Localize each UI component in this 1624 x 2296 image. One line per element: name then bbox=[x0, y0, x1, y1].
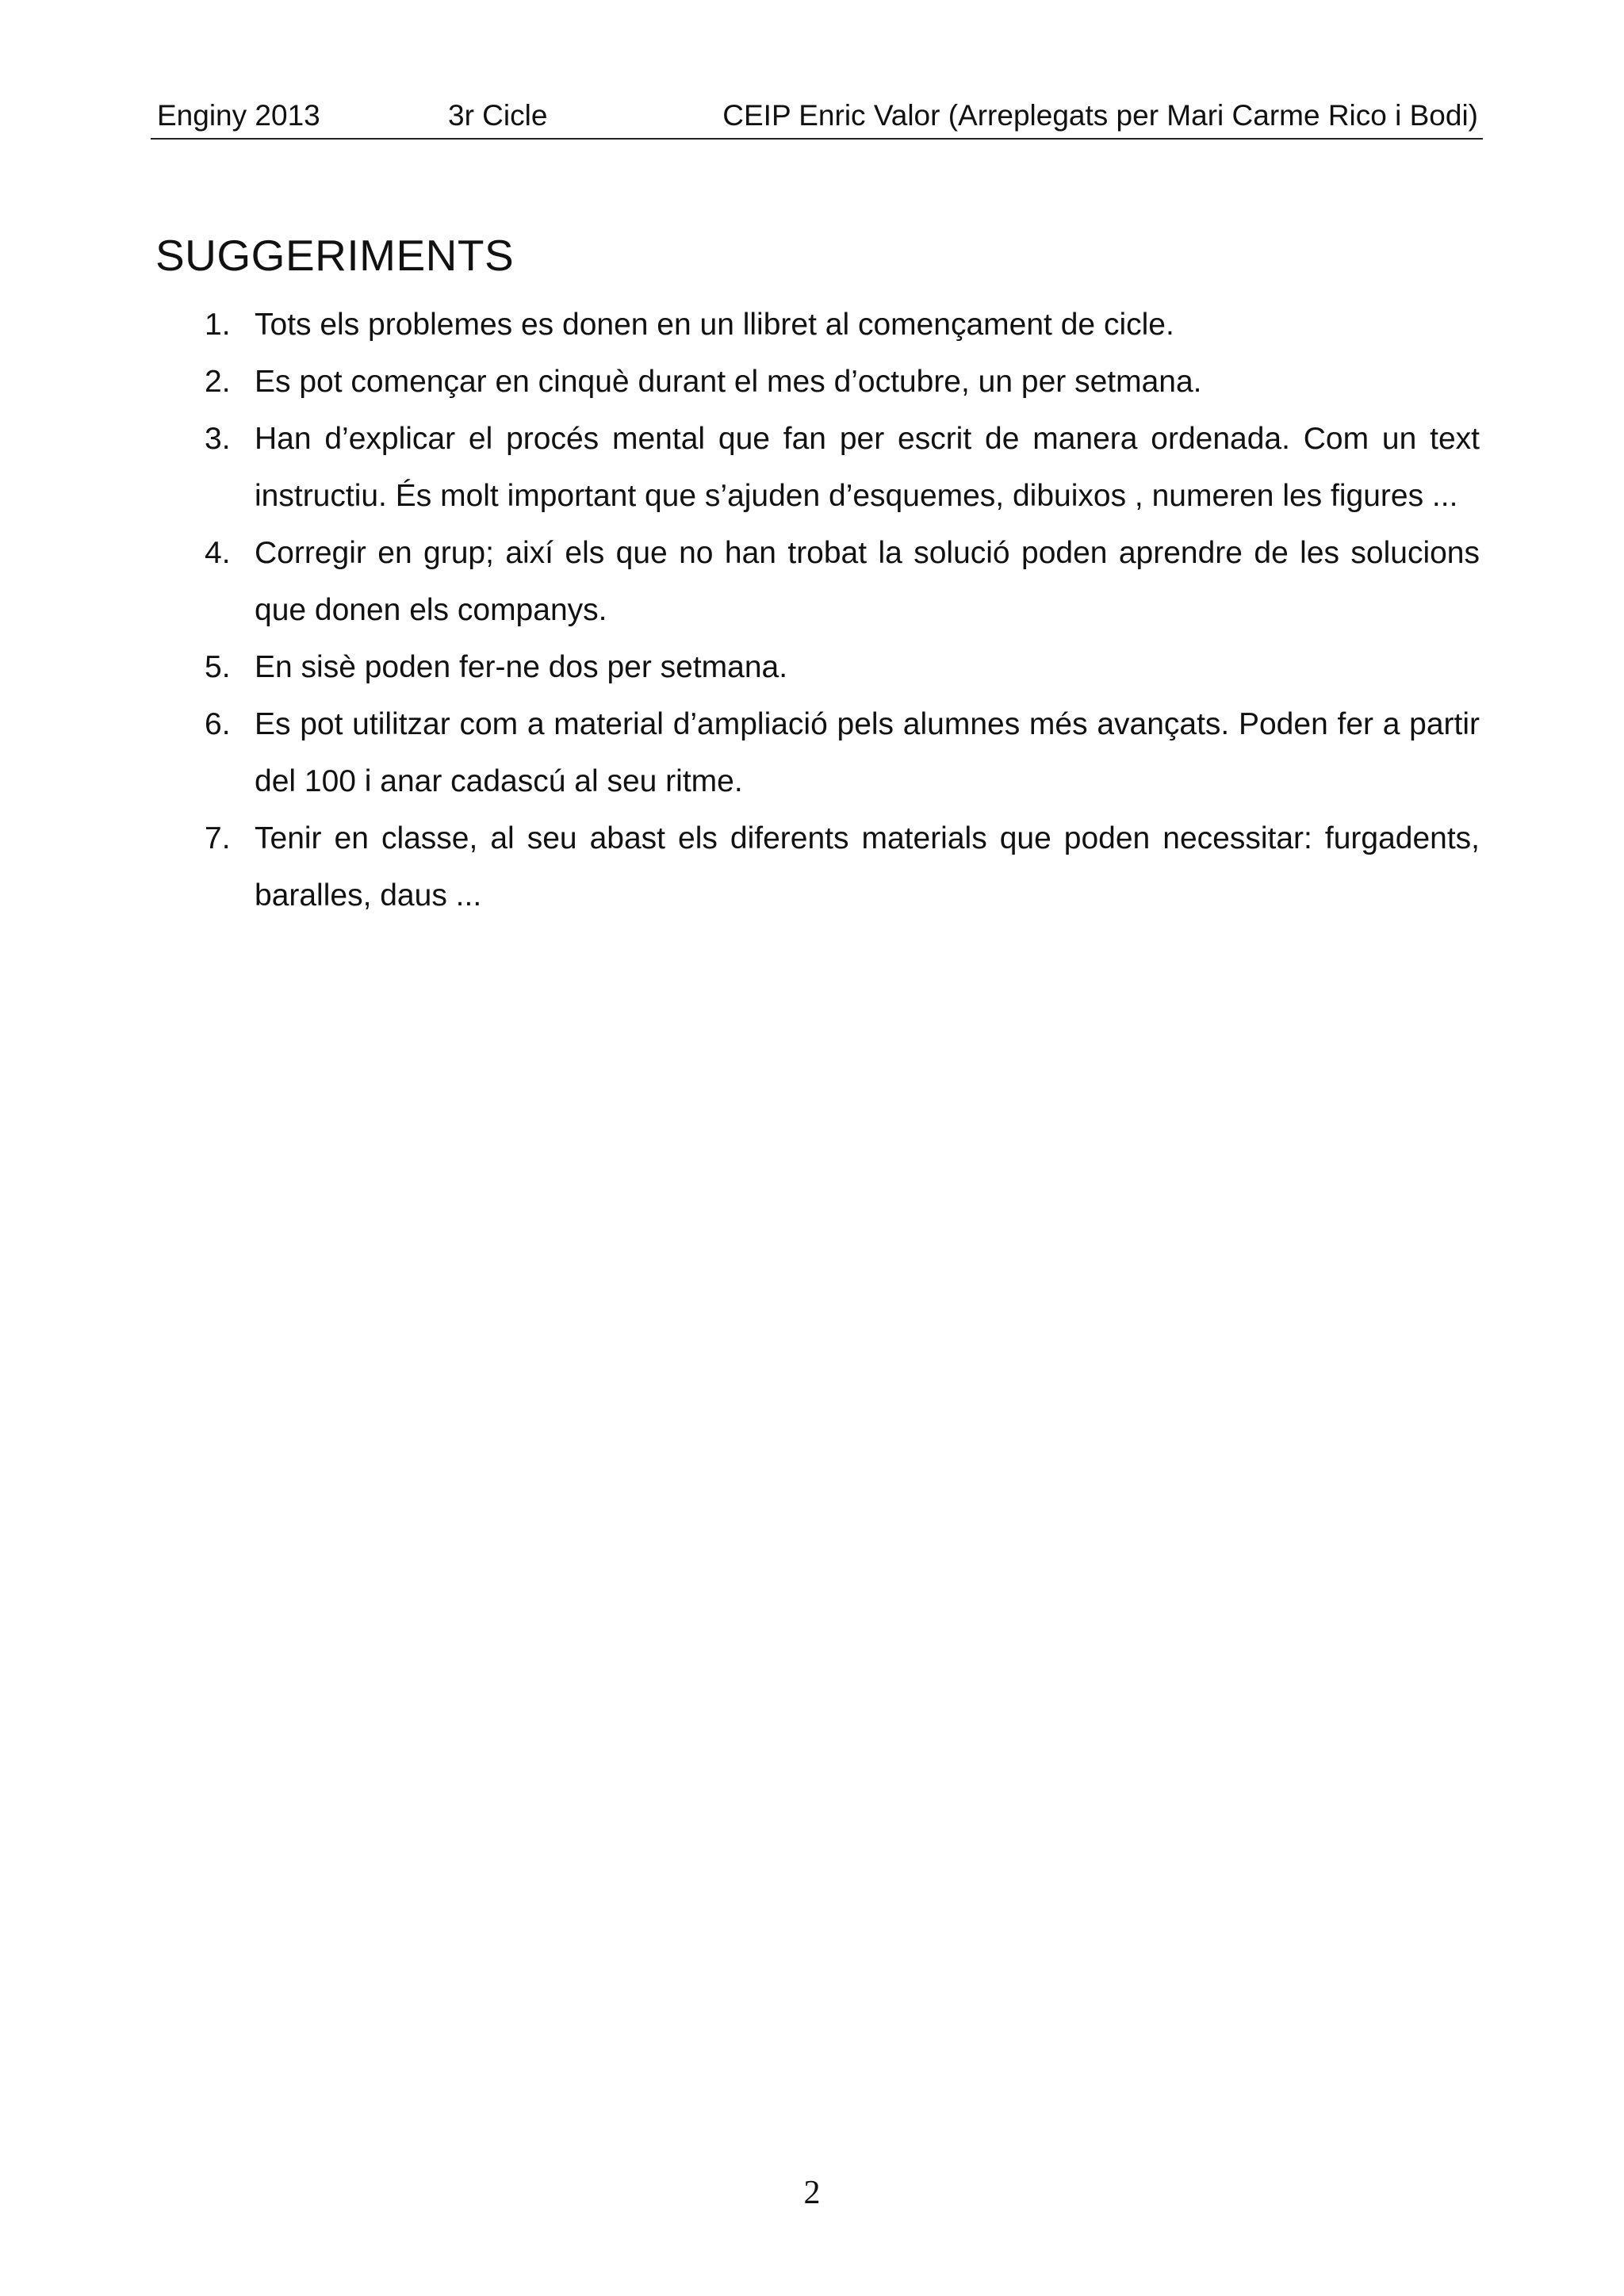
list-item-text: Han d’explicar el procés mental que fan per escrit de manera ordenada. Com un text instructiu. És molt important que s’ajuden d’esquemes, dibuixos , numeren les figures ... bbox=[255, 422, 1480, 513]
list-item-text: Tenir en classe, al seu abast els diferents materials que poden necessitar: furgadents, baralles, daus ... bbox=[255, 821, 1480, 913]
list-item-text: Tots els problemes es donen en un llibret al començament de cicle. bbox=[255, 308, 1174, 342]
header-right-text: CEIP Enric Valor (Arreplegats per Mari Carme Rico i Bodi) bbox=[722, 99, 1478, 132]
list-item bbox=[205, 639, 1480, 696]
list-item-number: 3. bbox=[205, 422, 231, 456]
list-item-text: Es pot utilitzar com a material d’ampliació pels alumnes més avançats. Poden fer a partir del 100 i anar cadascú al seu ritme. bbox=[255, 707, 1480, 798]
list-item-number: 5. bbox=[205, 650, 231, 684]
list-item bbox=[205, 810, 1480, 924]
list-item-number: 7. bbox=[205, 821, 231, 855]
list-item bbox=[205, 525, 1480, 639]
list-item bbox=[205, 696, 1480, 810]
suggestion-list bbox=[205, 297, 1480, 924]
section-title: SUGGERIMENTS bbox=[155, 231, 515, 280]
list-item-text: En sisè poden fer-ne dos per setmana. bbox=[255, 650, 788, 684]
list-item bbox=[205, 297, 1480, 354]
list-item bbox=[205, 354, 1480, 411]
list-item-text: Es pot començar en cinquè durant el mes d’octubre, un per setmana. bbox=[255, 365, 1202, 399]
list-item-number: 1. bbox=[205, 308, 231, 342]
list-item-number: 6. bbox=[205, 707, 231, 741]
list-item-text: Corregir en grup; així els que no han trobat la solució poden aprendre de les solucions que donen els companys. bbox=[255, 536, 1480, 627]
list-item-number: 2. bbox=[205, 365, 231, 399]
list-item-number: 4. bbox=[205, 536, 231, 570]
header-middle-text: 3r Cicle bbox=[448, 99, 548, 132]
page-header bbox=[151, 94, 1483, 140]
list-item bbox=[205, 411, 1480, 525]
page-number: 2 bbox=[803, 2175, 821, 2211]
header-left-text: Enginy 2013 bbox=[157, 99, 320, 132]
